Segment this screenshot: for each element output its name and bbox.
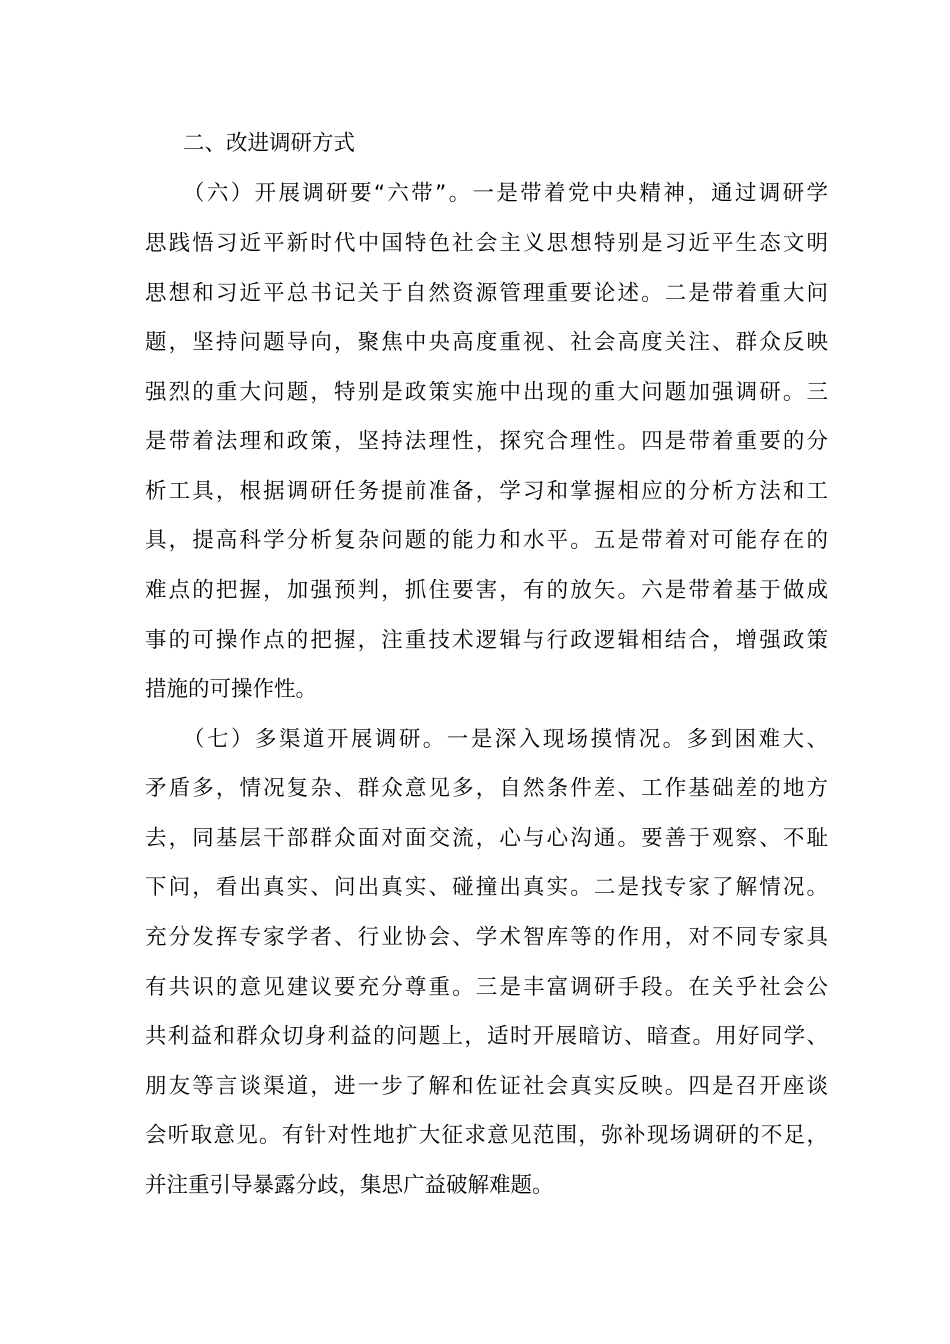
paragraph-line: （六）开展调研要“六带”。一是带着党中央精神，通过调研学 — [183, 181, 828, 206]
paragraph-line: 并注重引导暴露分歧，集思广益破解难题。 — [145, 1173, 554, 1198]
paragraph-line: 是带着法理和政策，坚持法理性，探究合理性。四是带着重要的分 — [145, 429, 828, 454]
paragraph-line: 有共识的意见建议要充分尊重。三是丰富调研手段。在关乎社会公 — [145, 975, 828, 1000]
paragraph-line: 题，坚持问题导向，聚焦中央高度重视、社会高度关注、群众反映 — [145, 330, 828, 355]
section-heading: 二、改进调研方式 — [183, 131, 356, 156]
paragraph-line: 难点的把握，加强预判，抓住要害，有的放矢。六是带着基于做成 — [145, 578, 828, 603]
paragraph-line: 去，同基层干部群众面对面交流，心与心沟通。要善于观察、不耻 — [145, 826, 828, 851]
paragraph-line: 充分发挥专家学者、行业协会、学术智库等的作用，对不同专家具 — [145, 925, 828, 950]
paragraph-line: 事的可操作点的把握，注重技术逻辑与行政逻辑相结合，增强政策 — [145, 628, 828, 653]
paragraph-line: 析工具，根据调研任务提前准备，学习和掌握相应的分析方法和工 — [145, 479, 828, 504]
paragraph-line: 具，提高科学分析复杂问题的能力和水平。五是带着对可能存在的 — [145, 528, 828, 553]
paragraph-line: 思想和习近平总书记关于自然资源管理重要论述。二是带着重大问 — [145, 281, 828, 306]
paragraph-line: 朋友等言谈渠道，进一步了解和佐证社会真实反映。四是召开座谈 — [145, 1074, 828, 1099]
paragraph-line: （七）多渠道开展调研。一是深入现场摸情况。多到困难大、 — [183, 727, 828, 752]
paragraph-line: 措施的可操作性。 — [145, 677, 318, 702]
paragraph-line: 思践悟习近平新时代中国特色社会主义思想特别是习近平生态文明 — [145, 231, 828, 256]
paragraph-line: 共利益和群众切身利益的问题上，适时开展暗访、暗查。用好同学、 — [145, 1024, 828, 1049]
paragraph-line: 会听取意见。有针对性地扩大征求意见范围，弥补现场调研的不足， — [145, 1123, 828, 1148]
paragraph-line: 强烈的重大问题，特别是政策实施中出现的重大问题加强调研。三 — [145, 380, 828, 405]
paragraph-line: 矛盾多，情况复杂、群众意见多，自然条件差、工作基础差的地方 — [145, 776, 828, 801]
paragraph-line: 下问，看出真实、问出真实、碰撞出真实。二是找专家了解情况。 — [145, 875, 828, 900]
